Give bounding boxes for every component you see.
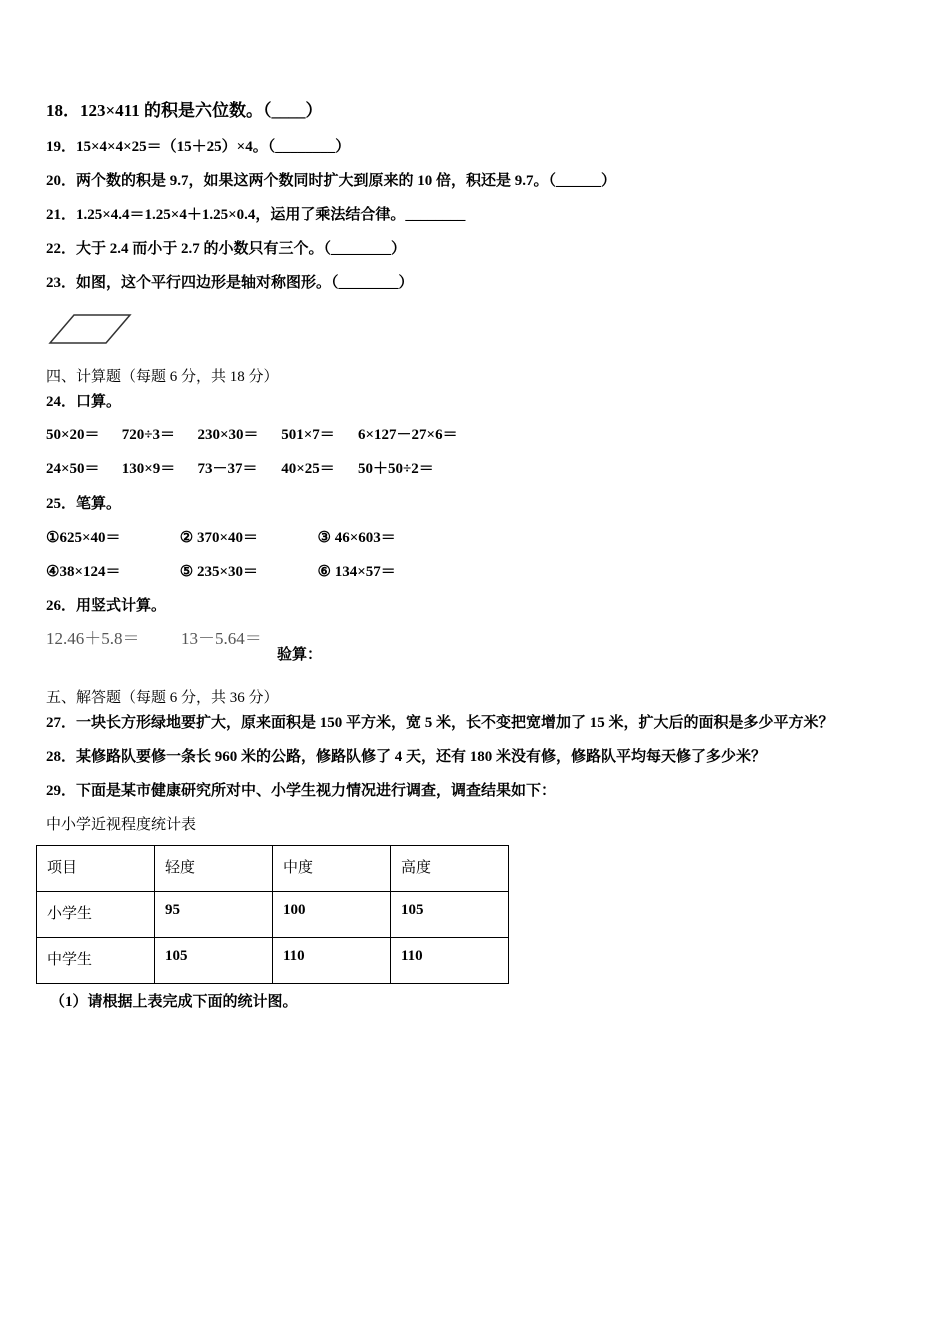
- oral-calc-item: 50＋50÷2＝: [358, 461, 434, 477]
- question-23: 23．如图，这个平行四边形是轴对称图形。（________）: [46, 275, 414, 291]
- oral-calc-item: 130×9＝: [121, 461, 176, 477]
- vertical-calc-2: 13－5.64＝: [181, 629, 262, 648]
- question-27: 27．一块长方形绿地要扩大，原来面积是 150 平方米，宽 5 米，长不变把宽增加了 15 米，扩大后的面积是多少平方米？: [46, 715, 834, 731]
- table-header-cell: 轻度: [155, 846, 273, 892]
- question-20: 20．两个数的积是 9.7，如果这两个数同时扩大到原来的 10 倍，积还是 9.7。（______）: [46, 173, 617, 189]
- written-calc-item: ⑥ 134×57＝: [317, 564, 396, 580]
- table-cell: 小学生: [37, 892, 155, 938]
- oral-calc-item: 24×50＝: [46, 461, 100, 477]
- section-4-heading: 四、计算题（每题 6 分，共 18 分）: [46, 369, 279, 385]
- section-5-heading: 五、解答题（每题 6 分，共 36 分）: [46, 690, 279, 706]
- table-cell: 110: [273, 938, 391, 984]
- oral-calc-item: 50×20＝: [46, 427, 100, 443]
- written-calc-item: ③ 46×603＝: [317, 530, 396, 546]
- oral-calc-row-1: [46, 425, 458, 445]
- written-calc-row-2: [46, 562, 396, 582]
- parallelogram-shape: [50, 315, 130, 343]
- oral-calc-item: 6×127－27×6＝: [358, 427, 458, 443]
- table-header-row: [37, 846, 509, 892]
- question-19: 19．15×4×4×25＝（15＋25）×4。（________）: [46, 139, 351, 155]
- table-row: [37, 938, 509, 984]
- table-cell: 105: [155, 938, 273, 984]
- verify-label: 验算：: [277, 647, 323, 663]
- question-21: 21．1.25×4.4＝1.25×4＋1.25×0.4，运用了乘法结合律。________: [46, 207, 466, 223]
- oral-calc-item: 720÷3＝: [121, 427, 175, 443]
- vertical-calc-1: 12.46＋5.8＝: [46, 629, 140, 648]
- myopia-stats-table: [36, 845, 509, 984]
- question-22: 22．大于 2.4 而小于 2.7 的小数只有三个。（________）: [46, 241, 407, 257]
- oral-calc-item: 40×25＝: [281, 461, 335, 477]
- written-calc-row-1: [46, 528, 396, 548]
- question-29: 29．下面是某市健康研究所对中、小学生视力情况进行调查，调查结果如下：: [46, 783, 557, 799]
- question-28: 28．某修路队要修一条长 960 米的公路，修路队修了 4 天，还有 180 米没有修，修路队平均每天修了多少米？: [46, 749, 767, 765]
- question-24: 24．口算。: [46, 394, 122, 410]
- written-calc-item: ④38×124＝: [46, 564, 121, 580]
- table-cell: 110: [391, 938, 509, 984]
- table-header-cell: 项目: [37, 846, 155, 892]
- table-header-cell: 中度: [273, 846, 391, 892]
- table-cell: 100: [273, 892, 391, 938]
- parallelogram-figure: [46, 311, 136, 347]
- oral-calc-item: 501×7＝: [281, 427, 335, 443]
- table-header-cell: 高度: [391, 846, 509, 892]
- table-cell: 95: [155, 892, 273, 938]
- written-calc-item: ⑤ 235×30＝: [179, 564, 258, 580]
- question-25: 25．笔算。: [46, 496, 122, 512]
- table-row: [37, 892, 509, 938]
- oral-calc-row-2: [46, 459, 434, 479]
- table-title: 中小学近视程度统计表: [46, 817, 197, 833]
- oral-calc-item: 73－37＝: [197, 461, 258, 477]
- written-calc-item: ② 370×40＝: [179, 530, 258, 546]
- question-18: 18．123×411 的积是六位数。（____）: [46, 101, 323, 120]
- oral-calc-item: 230×30＝: [197, 427, 259, 443]
- question-29-part-1: （1）请根据上表完成下面的统计图。: [50, 994, 298, 1010]
- table-cell: 105: [391, 892, 509, 938]
- table-cell: 中学生: [37, 938, 155, 984]
- question-26: 26．用竖式计算。: [46, 598, 167, 614]
- written-calc-item: ①625×40＝: [46, 530, 121, 546]
